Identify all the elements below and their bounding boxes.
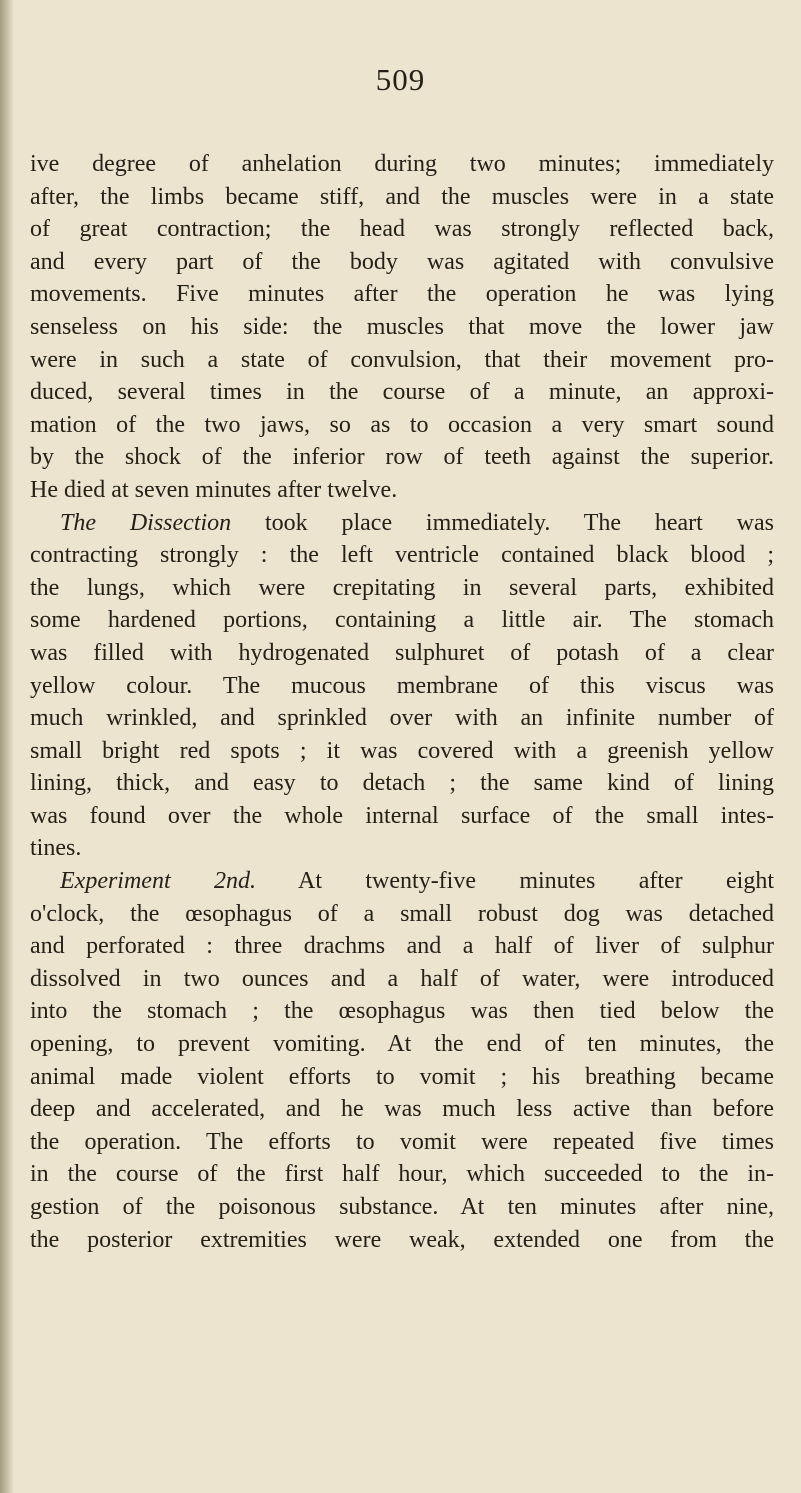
text-line: dissolved in two ounces and a half of water, were introduced [30,965,774,992]
text-line: deep and accelerated, and he was much less active than before [30,1096,774,1123]
text-line: were in such a state of convulsion, that their movement pro- [30,346,774,373]
text-line: movements. Five minutes after the operation he was lying [30,281,774,308]
text-line: the lungs, which were crepitating in several parts, exhibited [30,574,774,601]
text-line [30,865,774,898]
paragraph-3 [30,865,774,1256]
page-number: 509 [375,62,426,97]
text-line: after, the limbs became stiff, and the muscles were in a state [30,183,774,210]
text-line: senseless on his side: the muscles that move the lower jaw [30,313,774,340]
line-text: took place immediately. The heart was [231,509,774,536]
text-line: animal made violent efforts to vomit ; his breathing became [30,1063,774,1090]
text-line: into the stomach ; the œsophagus was then tied below the [30,998,774,1025]
text-line: of great contraction; the head was strongly reflected back, [30,216,774,243]
paragraph-1 [30,148,774,507]
text-line: and perforated : three drachms and a half of liver of sulphur [30,933,774,960]
text-line: o'clock, the œsophagus of a small robust dog was detached [30,900,774,927]
experiment-heading: Experiment 2nd. [60,868,256,895]
line-text: At twenty-five minutes after eight [255,868,774,895]
text-line: the posterior extremities were weak, extended one from the [30,1226,774,1253]
text-line: duced, several times in the course of a minute, an approxi- [30,379,774,406]
text-line: in the course of the first half hour, which succeeded to the in- [30,1161,774,1188]
paragraph-2 [30,507,774,866]
text-line [30,507,774,540]
text-line: small bright red spots ; it was covered with a greenish yellow [30,737,774,764]
text-line: contracting strongly : the left ventricle contained black blood ; [30,542,774,569]
text-line: was filled with hydrogenated sulphuret of potash of a clear [30,639,774,666]
text-line: was found over the whole internal surface of the small intes- [30,802,774,829]
text-line: gestion of the poisonous substance. At ten minutes after nine, [30,1194,774,1220]
section-lead: The Dissection [60,509,232,536]
text-line: much wrinkled, and sprinkled over with an infinite number of [30,705,774,732]
text-line: and every part of the body was agitated with convulsive [30,248,774,275]
text-line: by the shock of the inferior row of teeth against the superior. [30,444,774,471]
text-line: lining, thick, and easy to detach ; the same kind of lining [30,770,774,797]
text-line: some hardened portions, containing a little air. The stomach [30,607,774,634]
text-line: tines. [30,835,82,862]
text-line: opening, to prevent vomiting. At the end of ten minutes, the [30,1031,774,1058]
text-line: yellow colour. The mucous membrane of this viscus was [30,672,774,699]
text-line: mation of the two jaws, so as to occasion a very smart sound [30,411,774,438]
text-line: He died at seven minutes after twelve. [30,476,398,503]
text-line: ive degree of anhelation during two minutes; immediately [30,151,774,177]
page-gutter-shadow [0,0,14,1493]
text-line: the operation. The efforts to vomit were repeated five times [30,1128,774,1155]
body-text [30,148,774,1256]
